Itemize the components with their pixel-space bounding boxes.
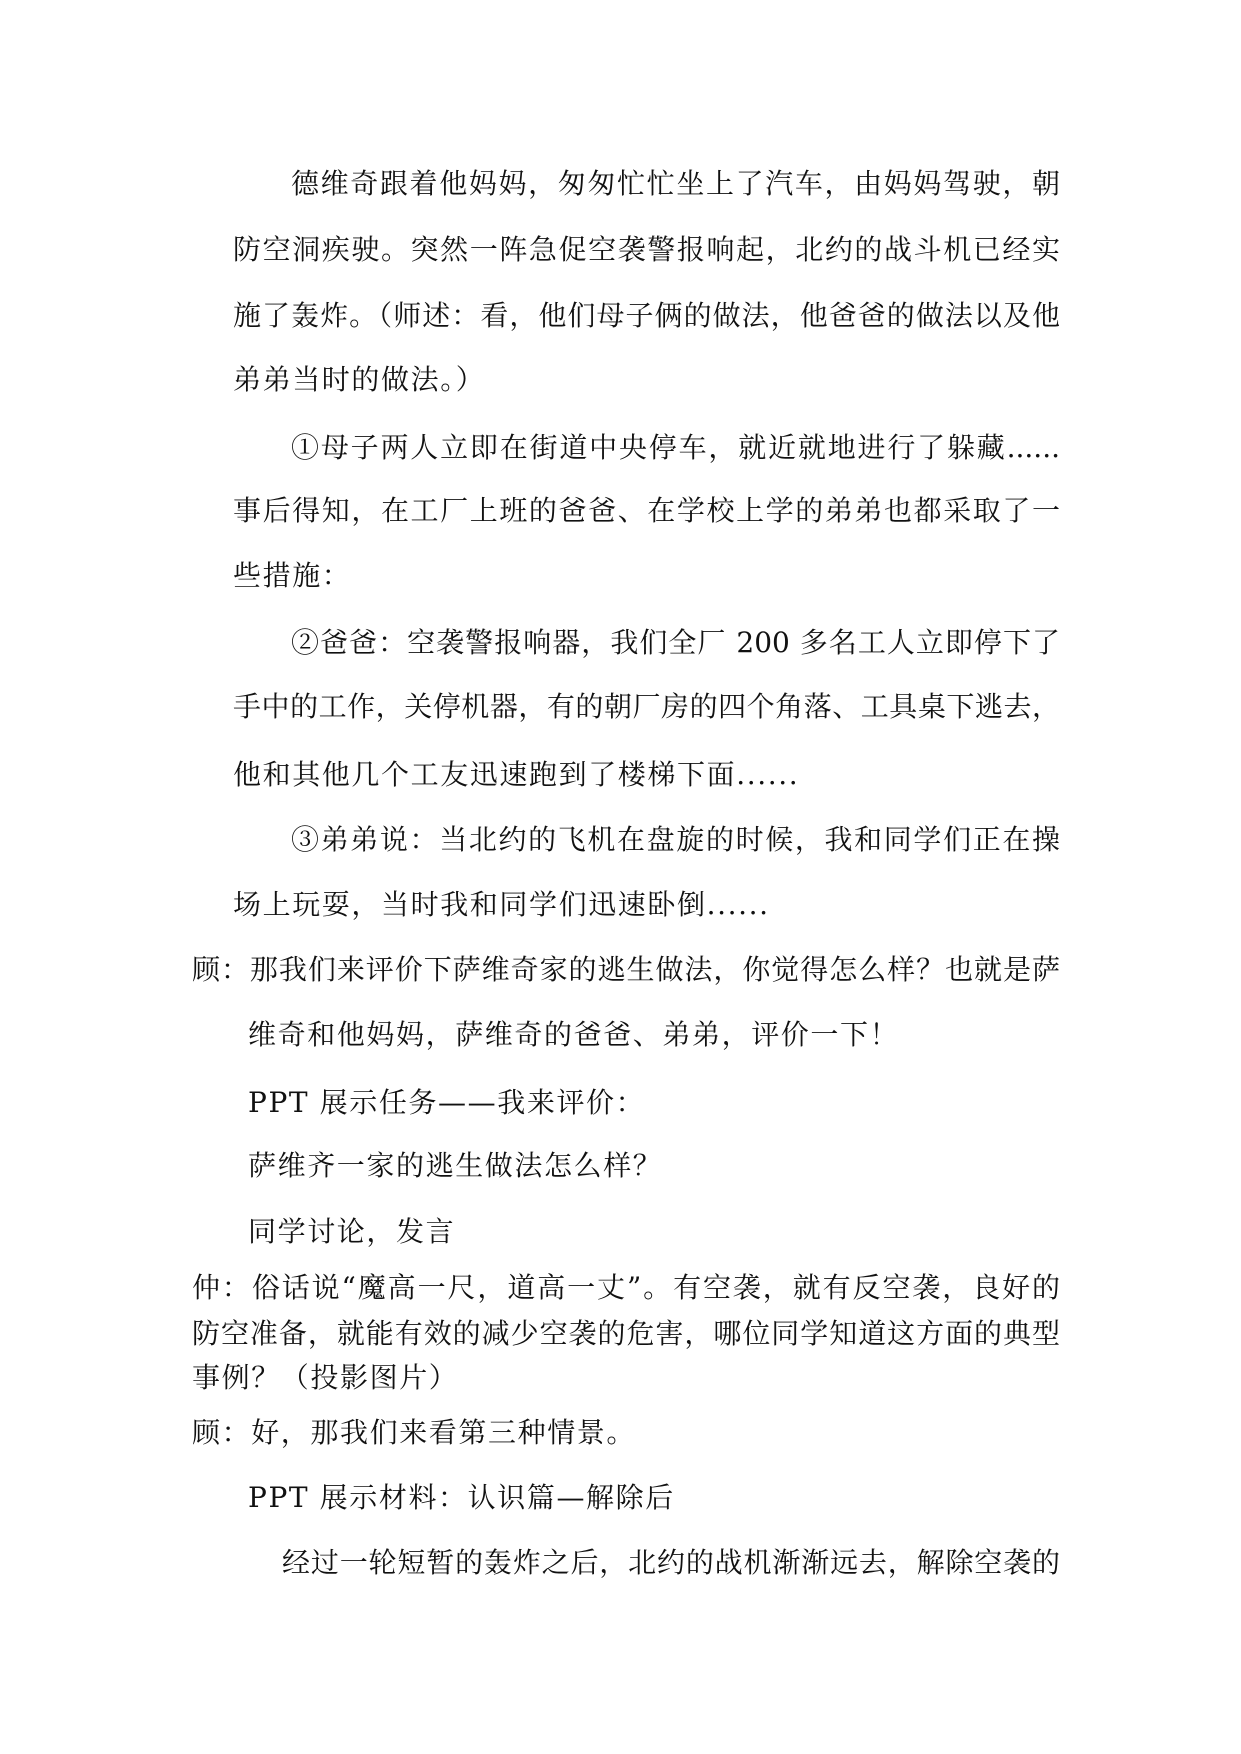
text-line: 些措施：: [233, 559, 352, 592]
text-line: 仲：俗话说“魔高一尺，道高一丈”。有空袭，就有反空袭，良好的: [192, 1271, 1060, 1304]
text-line: 手中的工作，关停机器，有的朝厂房的四个角落、工具桌下逃去，: [233, 690, 1060, 723]
text-line: ③弟弟说：当北约的飞机在盘旋的时候，我和同学们正在操: [291, 823, 1060, 856]
task-question: 萨维齐一家的逃生做法怎么样？: [248, 1149, 663, 1182]
text-line: 场上玩耍，当时我和同学们迅速卧倒......: [233, 888, 770, 921]
text-line: 防空准备，就能有效的减少空袭的危害，哪位同学知道这方面的典型: [192, 1317, 1060, 1350]
text-line: 经过一轮短暂的轰炸之后，北约的战机渐渐远去，解除空袭的: [282, 1546, 1060, 1579]
text-line: 顾：那我们来评价下萨维奇家的逃生做法，你觉得怎么样？也就是萨: [192, 953, 1060, 986]
text-line: 德维奇跟着他妈妈，匆匆忙忙坐上了汽车，由妈妈驾驶，朝: [291, 167, 1060, 200]
text-line: 他和其他几个工友迅速跑到了楼梯下面......: [233, 758, 800, 791]
text-line: 施了轰炸。（师述：看，他们母子俩的做法，他爸爸的做法以及他: [233, 299, 1060, 332]
ppt-material-heading: PPT 展示材料：认识篇—解除后: [248, 1481, 675, 1514]
text-line: 维奇和他妈妈，萨维奇的爸爸、弟弟，评价一下！: [248, 1018, 900, 1051]
student-activity: 同学讨论，发言: [248, 1215, 456, 1248]
text-line: ①母子两人立即在街道中央停车，就近就地进行了躲藏......: [291, 431, 1060, 464]
ppt-task-heading: PPT 展示任务——我来评价：: [248, 1086, 646, 1119]
text-line: 防空洞疾驶。突然一阵急促空袭警报响起，北约的战斗机已经实: [233, 233, 1060, 266]
text-line: 事例？（投影图片）: [192, 1361, 459, 1394]
text-line: 弟弟当时的做法。）: [233, 363, 486, 396]
text-line: ②爸爸：空袭警报响器，我们全厂 200 多名工人立即停下了: [291, 626, 1060, 659]
text-line: 事后得知，在工厂上班的爸爸、在学校上学的弟弟也都采取了一: [233, 494, 1060, 527]
teacher-gu-transition: 顾：好，那我们来看第三种情景。: [192, 1416, 637, 1449]
